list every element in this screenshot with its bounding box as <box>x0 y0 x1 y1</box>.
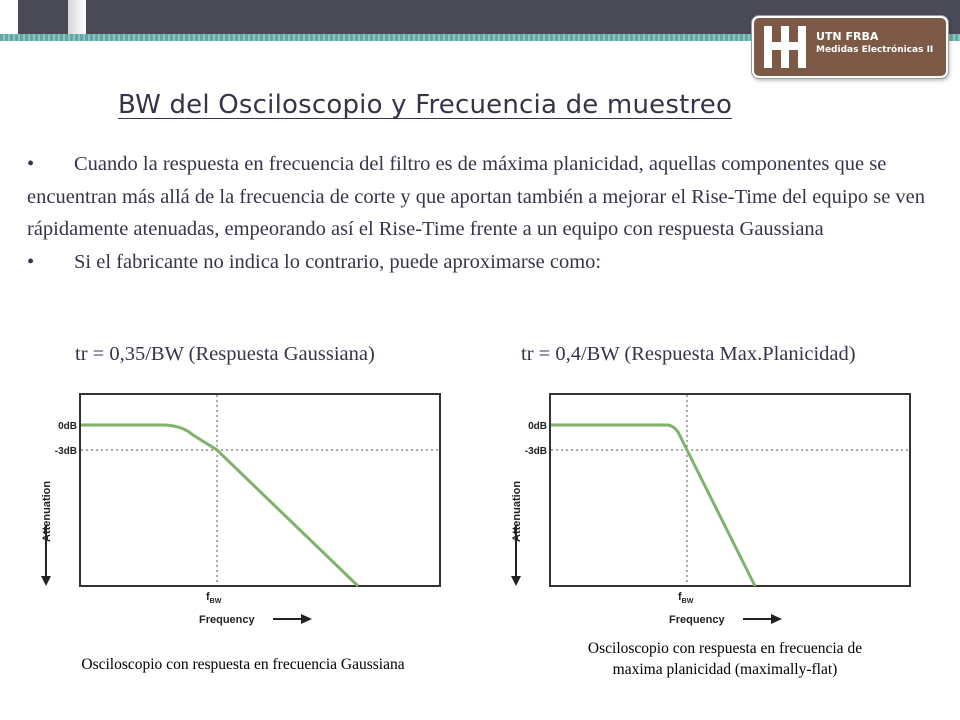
bullet-marker: • <box>27 153 35 175</box>
bullet-item-1 <box>27 148 937 246</box>
maxflat-response-chart <box>505 390 925 635</box>
y-axis-label: Attenuation <box>511 480 523 542</box>
x-tick-fbw: $f_{BW}$ <box>206 591 222 605</box>
y-tick-minus3db: -3dB <box>54 446 77 457</box>
y-tick-0db: 0dB <box>58 421 77 432</box>
bullet-list <box>27 148 937 278</box>
bullet-item-2 <box>27 246 937 279</box>
x-tick-fbw: $f_{BW}$ <box>678 591 694 605</box>
formula-maxflat: tr = 0,4/BW (Respuesta Max.Planicidad) <box>521 343 856 365</box>
caption-maxflat-line1: Osciloscopio con respuesta en frecuencia de <box>587 640 863 657</box>
y-axis-arrow-head <box>511 576 521 586</box>
plot-frame <box>550 394 910 586</box>
bullet-text-2: Si el fabricante no indica lo contrario, puede aproximarse como: <box>74 250 602 273</box>
x-axis-label: Frequency <box>669 614 725 626</box>
bullet-text-1: Cuando la respuesta en frecuencia del filtro es de máxima planicidad, aquellas componentes que se encuentran más allá de la frecuencia de corte y que aportan también a mejorar el Rise-Time del equipo se ven rápidamente atenuadas, empeorando así el Rise-Time frente a un equipo con respuesta Gaussiana <box>27 153 926 240</box>
header-tab-shadow <box>68 0 86 34</box>
caption-gaussian: Osciloscopio con respuesta en frecuencia Gaussiana <box>81 656 405 673</box>
bullet-marker: • <box>27 250 35 273</box>
x-axis-label: Frequency <box>199 614 255 626</box>
slide-title: BW del Osciloscopio y Frecuencia de muestreo <box>118 90 733 120</box>
logo-subtitle: Medidas Electrónicas II <box>816 45 934 55</box>
y-tick-minus3db: -3dB <box>524 446 547 457</box>
y-axis-label: Attenuation <box>41 480 53 542</box>
logo-title: UTN FRBA <box>816 30 879 43</box>
x-axis-arrow-head <box>771 614 782 624</box>
header-tab <box>0 0 18 34</box>
formula-gaussian: tr = 0,35/BW (Respuesta Gaussiana) <box>75 343 375 365</box>
gaussian-response-chart <box>35 390 455 635</box>
y-axis-arrow-head <box>41 576 51 586</box>
y-tick-0db: 0dB <box>528 421 547 432</box>
utn-logo-icon <box>760 23 810 71</box>
caption-maxflat <box>525 638 925 680</box>
x-axis-arrow-head <box>301 614 312 624</box>
caption-maxflat-line2: maxima planicidad (maximally-flat) <box>612 661 838 678</box>
utn-logo-badge <box>752 16 948 78</box>
